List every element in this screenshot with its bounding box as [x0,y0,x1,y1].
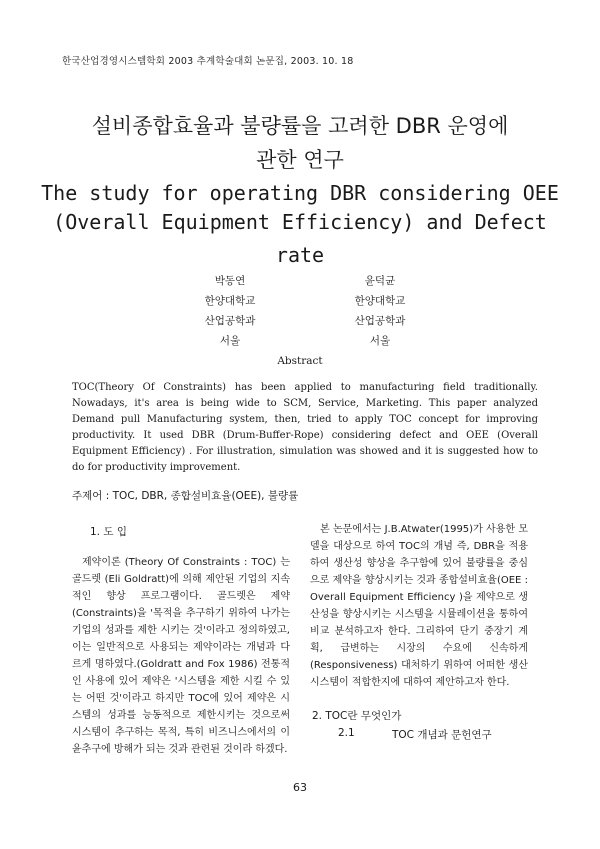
section-1-body: 제약이론 (Theory Of Constraints : TOC) 는 골드렛 (Eli Goldratt)에 의해 제안된 기업의 지속적인 향상 프로그램이다. 골드렛은 제약(Constraints)을 '목적을 추구하기 위하여 나가는 기업의 성과를 제한 시키는 것'이라고 정의하였고, 이는 일반적으로 사용되는 제약이라는 개념과 다르게 명하였다.(Goldratt and Fox 1986) 전통적인 사용에 있어 제약은 '시스템을 제한 시킬 수 있는 어떤 것'이라고 하지만 TOC에 있어 제약은 시스템의 성과를 능동적으로 제한시키는 것으로써 시스템이 추구하는 목적, 특히 비즈니스에서의 이윤추구에 방해가 되는 것과 관련된 것이라 하겠다. [72,557,290,755]
author-city: 서울 [219,335,241,347]
abstract-heading: Abstract [277,355,323,367]
title-english-line-3: rate [275,243,325,267]
subsection-number: 2.1 [338,727,355,739]
section-2-heading: 2. TOC란 무엇인가 [312,710,402,722]
author-department: 산업공학과 [204,315,256,327]
author-2-block [310,271,450,351]
title-korean-line-2: 관한 연구 [256,148,344,172]
author-affiliation: 한양대학교 [354,295,406,307]
author-affiliation: 한양대학교 [204,295,256,307]
author-1-block [160,271,300,351]
author-name: 윤덕균 [364,275,396,287]
keywords: 주제어 : TOC, DBR, 종합설비효율(OEE), 불량률 [72,490,299,502]
author-city: 서울 [369,335,391,347]
title-english-line-2: (Overall Equipment Efficiency) and Defect [53,210,547,234]
author-name: 박동연 [214,275,246,287]
subsection-title: TOC 개념과 문헌연구 [392,729,492,741]
title-korean-line-1: 설비종합효율과 불량률을 고려한 DBR 운영에 [91,114,509,138]
title-english-line-1: The study for operating DBR considering OEE [41,181,559,205]
abstract-body: TOC(Theory Of Constraints) has been applied to manufacturing field traditionally. Nowadays, it's area is being wide to SCM, Service, Marketing. This paper analyzed Demand pull Manufacturing system, then, tried to apply TOC concept for improving productivity. It used DBR (Drum-Buffer-Rope) considering defect and OEE (Overall Equipment Efficiency) . For illustration, simulation was showed and it is suggested how to do for productivity improvement. [72,382,538,473]
section-1-heading: 1. 도 입 [90,526,127,538]
author-department: 산업공학과 [354,315,406,327]
intro-paragraph-right: 본 논문에서는 J.B.Atwater(1995)가 사용한 모델을 대상으로 하여 TOC의 개념 즉, DBR을 적용하여 생산성 향상을 추구함에 있어 불량률을 중심으로 제약을 향상시키는 것과 종합설비효율(OEE : Overall Equipment Efficiency )을 제약으로 생산성을 향상시키는 시스템을 시뮬레이션을 통하여 비교 분석하고자 한다. 그리하여 단기 중장기 계획, 급변하는 시장의 수요에 신속하게(Responsiveness) 대처하기 위하여 어떠한 생산시스템이 적합한지에 대하여 제안하고자 한다. [310,524,528,688]
page-number: 63 [293,781,307,794]
proceedings-header: 한국산업경영시스템학회 2003 추계학술대회 논문집, 2003. 10. 18 [62,56,354,67]
